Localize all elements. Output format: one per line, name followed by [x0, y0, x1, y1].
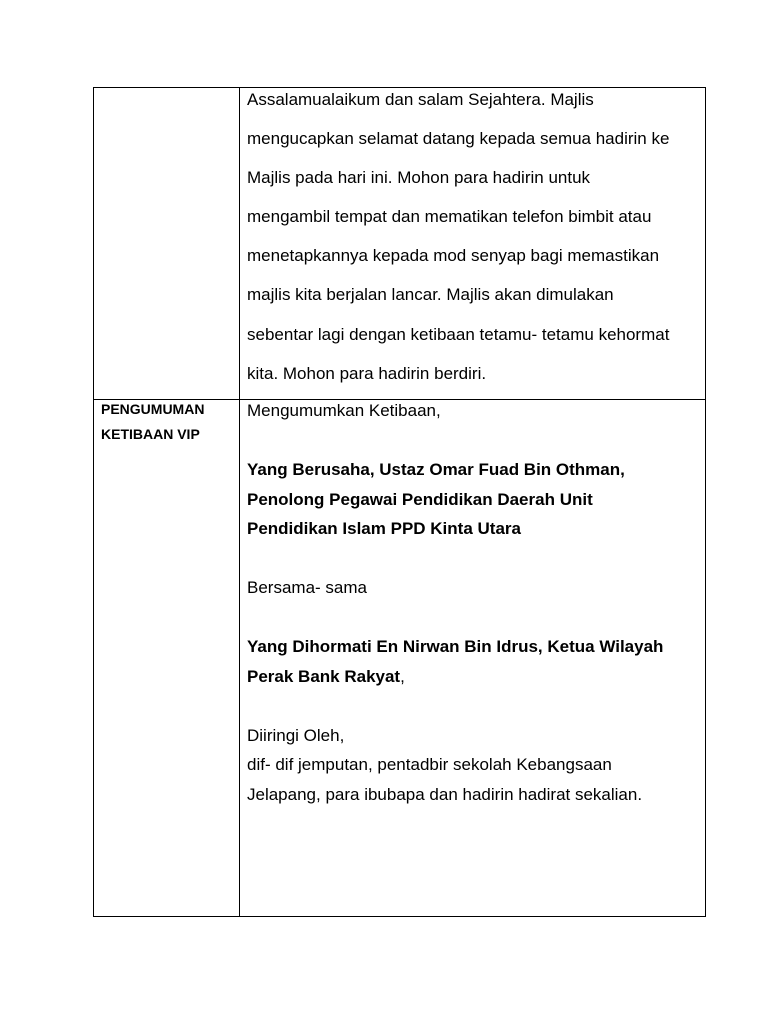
- vip2-line: Yang Dihormati En Nirwan Bin Idrus, Ketua Wilayah: [247, 637, 664, 656]
- text-line: mengucapkan selamat datang kepada semua hadirin ke: [247, 129, 670, 149]
- guests-line: Jelapang, para ibubapa dan hadirin hadirat sekalian.: [247, 784, 643, 804]
- text-line: Majlis pada hari ini. Mohon para hadirin untuk: [247, 168, 591, 188]
- text-line: sebentar lagi dengan ketibaan tetamu- tetamu kehormat: [247, 324, 670, 344]
- row1-label-cell: [94, 88, 240, 400]
- announce-line: Mengumumkan Ketibaan,: [247, 401, 441, 420]
- vip2-line: [247, 662, 699, 692]
- vip1-line: Yang Berusaha, Ustaz Omar Fuad Bin Othman,: [247, 460, 625, 479]
- text-line: kita. Mohon para hadirin berdiri.: [247, 363, 487, 383]
- vip2-punct: ,: [400, 666, 405, 686]
- text-line: Assalamualaikum dan salam Sejahtera. Majlis: [247, 90, 594, 109]
- welcome-paragraph: [240, 80, 705, 393]
- text-line: majlis kita berjalan lancar. Majlis akan dimulakan: [247, 285, 614, 305]
- together-line: Bersama- sama: [247, 578, 367, 597]
- row2-label-cell: [94, 400, 240, 917]
- text-line: mengambil tempat dan mematikan telefon bimbit atau: [247, 207, 652, 227]
- program-table: [93, 87, 706, 917]
- vip1-line: Pendidikan Islam PPD Kinta Utara: [247, 519, 521, 538]
- announcement-block: [240, 396, 705, 809]
- accompanied-line: Diiringi Oleh,: [247, 725, 345, 745]
- label-line: KETIBAAN VIP: [101, 426, 200, 442]
- text-line: menetapkannya kepada mod senyap bagi memastikan: [247, 246, 660, 266]
- row2-text-cell: [240, 400, 706, 917]
- label-line: PENGUMUMAN: [101, 401, 205, 417]
- vip2-org: Perak Bank Rakyat: [247, 666, 401, 686]
- vip1-line: Penolong Pegawai Pendidikan Daerah Unit: [247, 489, 593, 509]
- guests-line: dif- dif jemputan, pentadbir sekolah Kebangsaan: [247, 755, 612, 774]
- row1-text-cell: [240, 88, 706, 400]
- table-row: [94, 88, 706, 400]
- table-row: [94, 400, 706, 917]
- section-label: [94, 397, 239, 447]
